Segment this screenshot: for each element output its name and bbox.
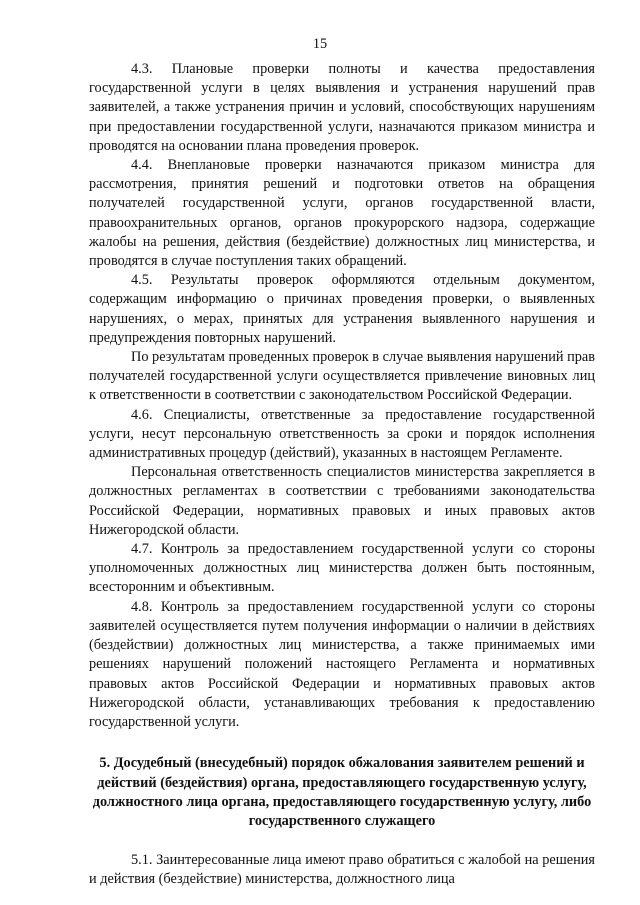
paragraph-4-5-results: По результатам проведенных проверок в случае выявления нарушений прав получателей государственной услуги осуществляется привлечение виновных лиц к ответственности в соответствии с законодательством Российской Федерации.	[89, 349, 595, 404]
page-number: 15	[312, 36, 328, 52]
paragraph-4-7: 4.7. Контроль за предоставлением государственной услуги со стороны уполномоченных должностных лиц министерства должен быть постоянным, всесторонним и объективным.	[89, 541, 595, 596]
section-5-heading: 5. Досудебный (внесудебный) порядок обжалования заявителем решений и действий (бездействия) органа, предоставляющего государственную услугу, должностного лица органа, предоставляющего государственную услугу, либо государственного служащего	[92, 755, 592, 830]
paragraph-4-4: 4.4. Внеплановые проверки назначаются приказом министра для рассмотрения, принятия решений и подготовки ответов на обращения получателей государственной услуги, органов государственной власти, правоохранительных органов, органов прокурорского надзора, содержащие жалобы на решения, действия (бездействие) должностных лиц министерства, и проводятся в случае поступления таких обращений.	[89, 157, 595, 270]
paragraph-4-6: 4.6. Специалисты, ответственные за предоставление государственной услуги, несут персональную ответственность за сроки и порядок исполнения административных процедур (действий), указанных в настоящем Регламенте.	[89, 406, 595, 462]
paragraph-4-5: 4.5. Результаты проверок оформляются отдельным документом, содержащим информацию о причинах проведения проверки, о выявленных нарушениях, о мерах, принятых для устранения выявленного нарушения и предупреждения повторных нарушений.	[89, 272, 595, 346]
paragraph-4-6-responsibility: Персональная ответственность специалистов министерства закрепляется в должностных регламентах в соответствии с требованиями законодательства Российской Федерации, нормативных правовых и иных правовых актов Нижегородской области.	[89, 464, 595, 538]
paragraph-5-1: 5.1. Заинтересованные лица имеют право обратиться с жалобой на решения и действия (бездействие) министерства, должностного лица	[89, 851, 595, 887]
paragraph-4-8: 4.8. Контроль за предоставлением государственной услуги со стороны заявителей осуществляется путем получения информации о наличии в действиях (бездействии) должностных лиц министерства, а также принимаемых ими решениях нарушений положений настоящего Регламента и нормативных правовых актов Российской Федерации и нормативных правовых актов Нижегородской области, устанавливающих требования к предоставлению государственной услуги.	[89, 598, 595, 730]
paragraph-4-3: 4.3. Плановые проверки полноты и качества предоставления государственной услуги в целях выявления и устранения нарушений прав заявителей, а также устранения причин и условий, способствующих нарушениям при предоставлении государственной услуги, назначаются приказом министра и проводятся на основании плана проведения проверок.	[89, 61, 595, 154]
document-body	[89, 60, 595, 889]
